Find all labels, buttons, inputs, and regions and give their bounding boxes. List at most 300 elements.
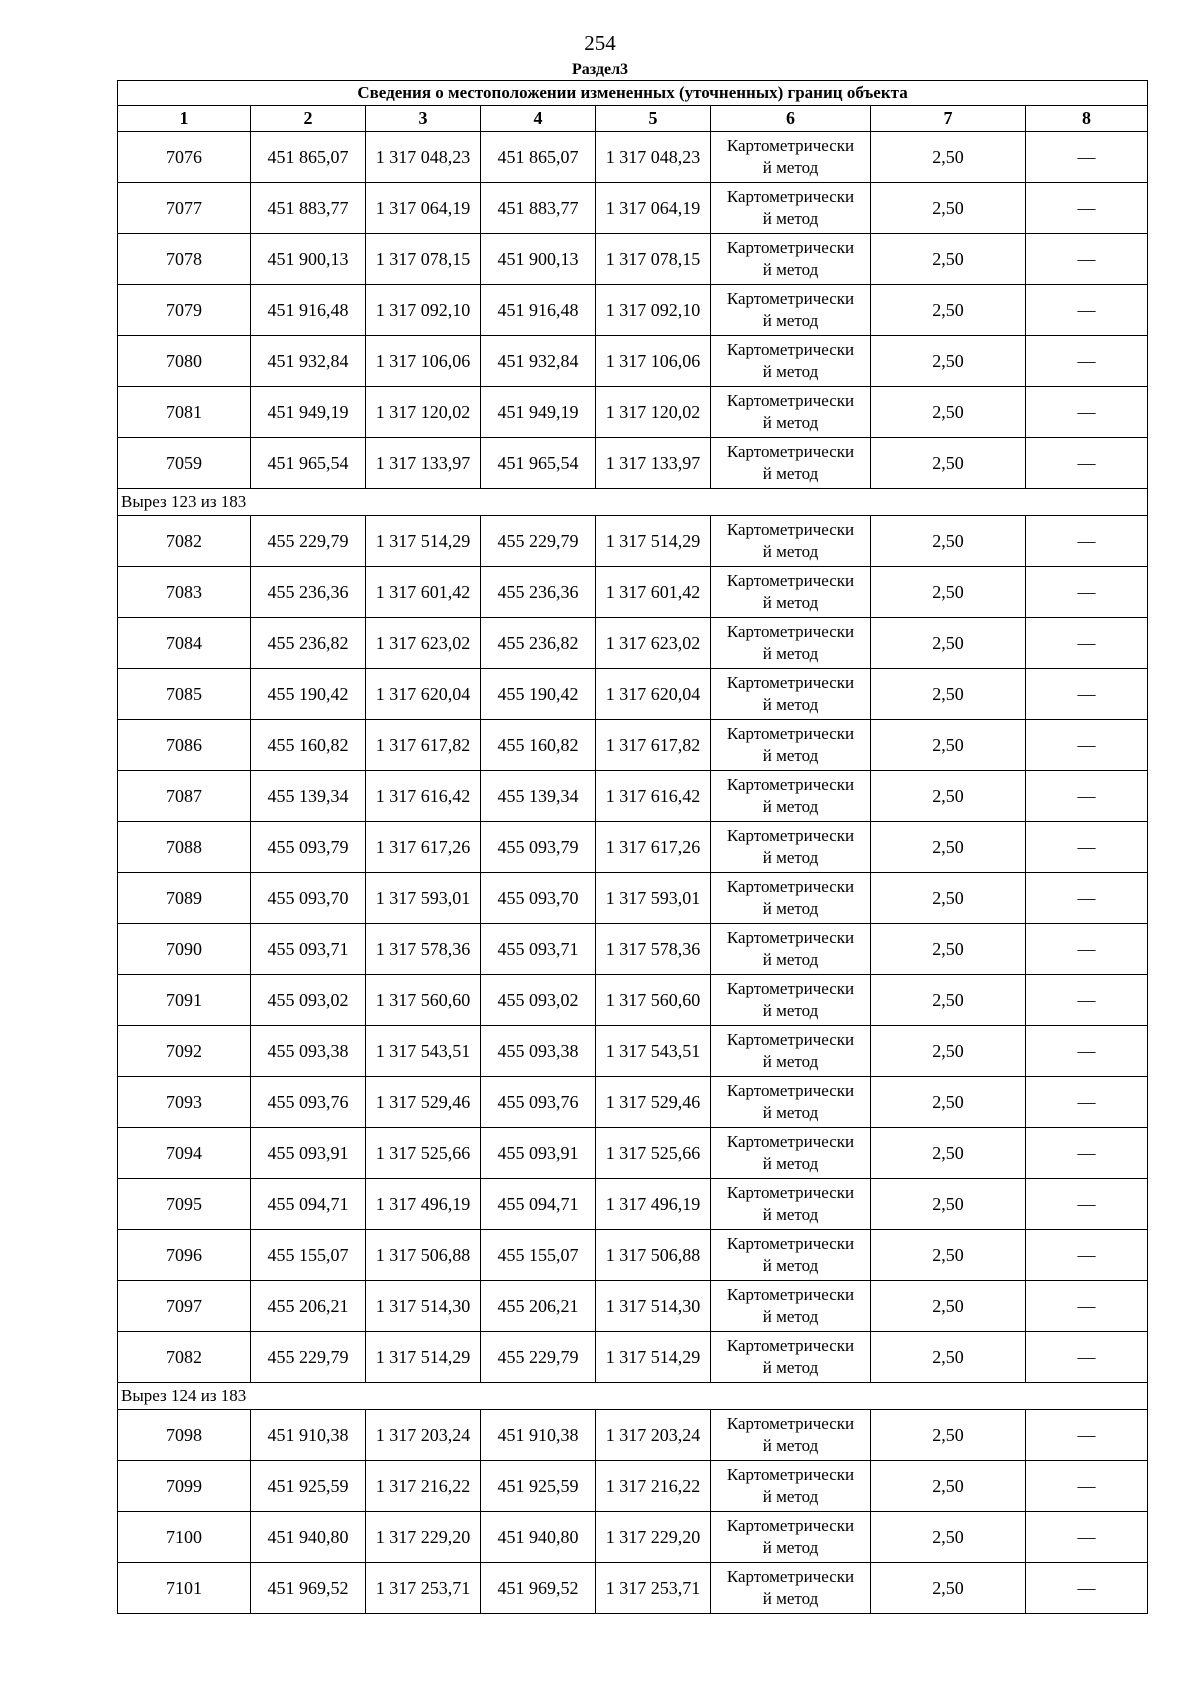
x-refined-cell: 455 093,76 — [481, 1077, 596, 1128]
x-refined-cell: 455 229,79 — [481, 516, 596, 567]
method-cell — [711, 1281, 871, 1332]
empty-cell: — — [1026, 285, 1148, 336]
cutout-label: Вырез 123 из 183 — [118, 489, 1148, 516]
column-header-8: 8 — [1026, 106, 1148, 132]
method-line-2: й метод — [762, 158, 819, 177]
y-existing-cell: 1 317 203,24 — [366, 1410, 481, 1461]
method-cell — [711, 1410, 871, 1461]
accuracy-cell: 2,50 — [871, 1179, 1026, 1230]
table-row — [118, 1077, 1148, 1128]
x-refined-cell: 451 969,52 — [481, 1563, 596, 1614]
empty-cell: — — [1026, 1077, 1148, 1128]
x-refined-cell: 455 160,82 — [481, 720, 596, 771]
column-header-row — [118, 106, 1148, 132]
accuracy-cell: 2,50 — [871, 1026, 1026, 1077]
y-refined-cell: 1 317 106,06 — [596, 336, 711, 387]
point-number-cell: 7080 — [118, 336, 251, 387]
method-cell — [711, 1077, 871, 1128]
empty-cell: — — [1026, 336, 1148, 387]
accuracy-cell: 2,50 — [871, 1410, 1026, 1461]
method-line-1: Картометрически — [726, 775, 855, 794]
table-body — [118, 132, 1148, 1614]
y-existing-cell: 1 317 617,26 — [366, 822, 481, 873]
y-refined-cell: 1 317 092,10 — [596, 285, 711, 336]
x-existing-cell: 451 965,54 — [251, 438, 366, 489]
point-number-cell: 7087 — [118, 771, 251, 822]
method-cell — [711, 183, 871, 234]
x-existing-cell: 451 865,07 — [251, 132, 366, 183]
cutout-row — [118, 1383, 1148, 1410]
table-row — [118, 1026, 1148, 1077]
table-row — [118, 924, 1148, 975]
method-line-1: Картометрически — [726, 622, 855, 641]
empty-cell: — — [1026, 975, 1148, 1026]
method-line-1: Картометрически — [726, 1132, 855, 1151]
method-line-2: й метод — [762, 1538, 819, 1557]
accuracy-cell: 2,50 — [871, 720, 1026, 771]
point-number-cell: 7096 — [118, 1230, 251, 1281]
x-existing-cell: 455 206,21 — [251, 1281, 366, 1332]
point-number-cell: 7085 — [118, 669, 251, 720]
x-refined-cell: 451 940,80 — [481, 1512, 596, 1563]
table-row — [118, 438, 1148, 489]
y-existing-cell: 1 317 078,15 — [366, 234, 481, 285]
point-number-cell: 7093 — [118, 1077, 251, 1128]
point-number-cell: 7100 — [118, 1512, 251, 1563]
method-cell — [711, 771, 871, 822]
x-existing-cell: 451 883,77 — [251, 183, 366, 234]
y-refined-cell: 1 317 525,66 — [596, 1128, 711, 1179]
x-refined-cell: 451 932,84 — [481, 336, 596, 387]
y-existing-cell: 1 317 514,30 — [366, 1281, 481, 1332]
table-row — [118, 771, 1148, 822]
x-refined-cell: 451 965,54 — [481, 438, 596, 489]
point-number-cell: 7099 — [118, 1461, 251, 1512]
table-row — [118, 1128, 1148, 1179]
y-existing-cell: 1 317 048,23 — [366, 132, 481, 183]
method-line-2: й метод — [762, 1358, 819, 1377]
empty-cell: — — [1026, 567, 1148, 618]
method-cell — [711, 1026, 871, 1077]
empty-cell: — — [1026, 1512, 1148, 1563]
accuracy-cell: 2,50 — [871, 873, 1026, 924]
table-row — [118, 1512, 1148, 1563]
point-number-cell: 7095 — [118, 1179, 251, 1230]
table-row — [118, 618, 1148, 669]
section-title: Раздел3 — [571, 61, 629, 78]
y-existing-cell: 1 317 620,04 — [366, 669, 481, 720]
x-refined-cell: 455 093,38 — [481, 1026, 596, 1077]
method-line-1: Картометрически — [726, 187, 855, 206]
table-row — [118, 975, 1148, 1026]
accuracy-cell: 2,50 — [871, 234, 1026, 285]
point-number-cell: 7083 — [118, 567, 251, 618]
accuracy-cell: 2,50 — [871, 1077, 1026, 1128]
method-line-1: Картометрически — [726, 1285, 855, 1304]
y-refined-cell: 1 317 203,24 — [596, 1410, 711, 1461]
method-line-2: й метод — [762, 1154, 819, 1173]
empty-cell: — — [1026, 1026, 1148, 1077]
y-refined-cell: 1 317 133,97 — [596, 438, 711, 489]
x-existing-cell: 451 949,19 — [251, 387, 366, 438]
y-existing-cell: 1 317 106,06 — [366, 336, 481, 387]
accuracy-cell: 2,50 — [871, 1281, 1026, 1332]
method-line-1: Картометрически — [726, 571, 855, 590]
y-refined-cell: 1 317 623,02 — [596, 618, 711, 669]
empty-cell: — — [1026, 1563, 1148, 1614]
column-header-5: 5 — [596, 106, 711, 132]
method-line-1: Картометрически — [726, 673, 855, 692]
accuracy-cell: 2,50 — [871, 1563, 1026, 1614]
point-number-cell: 7086 — [118, 720, 251, 771]
accuracy-cell: 2,50 — [871, 1230, 1026, 1281]
method-cell — [711, 720, 871, 771]
x-existing-cell: 451 910,38 — [251, 1410, 366, 1461]
x-existing-cell: 455 229,79 — [251, 516, 366, 567]
accuracy-cell: 2,50 — [871, 183, 1026, 234]
method-line-2: й метод — [762, 362, 819, 381]
method-line-1: Картометрически — [726, 442, 855, 461]
method-cell — [711, 1332, 871, 1383]
x-refined-cell: 451 925,59 — [481, 1461, 596, 1512]
y-existing-cell: 1 317 514,29 — [366, 1332, 481, 1383]
table-row — [118, 132, 1148, 183]
x-existing-cell: 451 900,13 — [251, 234, 366, 285]
x-refined-cell: 455 139,34 — [481, 771, 596, 822]
method-line-1: Картометрически — [726, 391, 855, 410]
x-refined-cell: 455 155,07 — [481, 1230, 596, 1281]
cutout-row — [118, 489, 1148, 516]
point-number-cell: 7088 — [118, 822, 251, 873]
y-existing-cell: 1 317 593,01 — [366, 873, 481, 924]
x-refined-cell: 455 094,71 — [481, 1179, 596, 1230]
method-line-2: й метод — [762, 1307, 819, 1326]
point-number-cell: 7077 — [118, 183, 251, 234]
method-line-1: Картометрически — [726, 1465, 855, 1484]
empty-cell: — — [1026, 720, 1148, 771]
empty-cell: — — [1026, 924, 1148, 975]
y-existing-cell: 1 317 560,60 — [366, 975, 481, 1026]
y-refined-cell: 1 317 048,23 — [596, 132, 711, 183]
x-existing-cell: 455 236,82 — [251, 618, 366, 669]
x-refined-cell: 455 236,36 — [481, 567, 596, 618]
point-number-cell: 7092 — [118, 1026, 251, 1077]
method-line-2: й метод — [762, 542, 819, 561]
y-existing-cell: 1 317 253,71 — [366, 1563, 481, 1614]
y-existing-cell: 1 317 120,02 — [366, 387, 481, 438]
y-refined-cell: 1 317 506,88 — [596, 1230, 711, 1281]
method-line-2: й метод — [762, 1436, 819, 1455]
method-line-1: Картометрически — [726, 1414, 855, 1433]
method-line-2: й метод — [762, 1487, 819, 1506]
table-row — [118, 1179, 1148, 1230]
method-line-1: Картометрически — [726, 1030, 855, 1049]
method-cell — [711, 669, 871, 720]
empty-cell: — — [1026, 1230, 1148, 1281]
method-line-1: Картометрически — [726, 1234, 855, 1253]
y-refined-cell: 1 317 617,26 — [596, 822, 711, 873]
y-refined-cell: 1 317 078,15 — [596, 234, 711, 285]
method-line-1: Картометрически — [726, 520, 855, 539]
y-refined-cell: 1 317 617,82 — [596, 720, 711, 771]
accuracy-cell: 2,50 — [871, 669, 1026, 720]
column-header-7: 7 — [871, 106, 1026, 132]
method-cell — [711, 132, 871, 183]
x-refined-cell: 451 910,38 — [481, 1410, 596, 1461]
accuracy-cell: 2,50 — [871, 1332, 1026, 1383]
empty-cell: — — [1026, 618, 1148, 669]
method-cell — [711, 438, 871, 489]
method-line-1: Картометрически — [726, 979, 855, 998]
method-line-1: Картометрически — [726, 1336, 855, 1355]
empty-cell: — — [1026, 132, 1148, 183]
table-row — [118, 873, 1148, 924]
y-refined-cell: 1 317 064,19 — [596, 183, 711, 234]
empty-cell: — — [1026, 1332, 1148, 1383]
method-line-2: й метод — [762, 746, 819, 765]
empty-cell: — — [1026, 771, 1148, 822]
accuracy-cell: 2,50 — [871, 1461, 1026, 1512]
method-line-2: й метод — [762, 1103, 819, 1122]
y-refined-cell: 1 317 593,01 — [596, 873, 711, 924]
y-existing-cell: 1 317 514,29 — [366, 516, 481, 567]
table-row — [118, 1410, 1148, 1461]
method-line-2: й метод — [762, 1589, 819, 1608]
x-refined-cell: 455 093,91 — [481, 1128, 596, 1179]
y-existing-cell: 1 317 229,20 — [366, 1512, 481, 1563]
method-cell — [711, 1179, 871, 1230]
table-row — [118, 387, 1148, 438]
y-existing-cell: 1 317 578,36 — [366, 924, 481, 975]
method-cell — [711, 567, 871, 618]
y-refined-cell: 1 317 120,02 — [596, 387, 711, 438]
y-existing-cell: 1 317 601,42 — [366, 567, 481, 618]
x-refined-cell: 451 900,13 — [481, 234, 596, 285]
method-cell — [711, 975, 871, 1026]
point-number-cell: 7098 — [118, 1410, 251, 1461]
x-existing-cell: 455 093,70 — [251, 873, 366, 924]
method-line-1: Картометрически — [726, 1183, 855, 1202]
accuracy-cell: 2,50 — [871, 438, 1026, 489]
x-existing-cell: 451 916,48 — [251, 285, 366, 336]
x-existing-cell: 455 236,36 — [251, 567, 366, 618]
y-refined-cell: 1 317 514,29 — [596, 516, 711, 567]
table-row — [118, 183, 1148, 234]
x-existing-cell: 455 093,38 — [251, 1026, 366, 1077]
table-caption: Сведения о местоположении измененных (уточненных) границ объекта — [118, 81, 1148, 106]
x-refined-cell: 455 236,82 — [481, 618, 596, 669]
x-existing-cell: 455 093,76 — [251, 1077, 366, 1128]
method-line-1: Картометрически — [726, 928, 855, 947]
y-refined-cell: 1 317 529,46 — [596, 1077, 711, 1128]
x-refined-cell: 451 865,07 — [481, 132, 596, 183]
method-cell — [711, 1563, 871, 1614]
method-line-1: Картометрически — [726, 289, 855, 308]
method-line-1: Картометрически — [726, 724, 855, 743]
point-number-cell: 7084 — [118, 618, 251, 669]
x-refined-cell: 455 190,42 — [481, 669, 596, 720]
method-cell — [711, 285, 871, 336]
empty-cell: — — [1026, 1281, 1148, 1332]
x-existing-cell: 455 190,42 — [251, 669, 366, 720]
accuracy-cell: 2,50 — [871, 132, 1026, 183]
point-number-cell: 7076 — [118, 132, 251, 183]
method-cell — [711, 618, 871, 669]
y-refined-cell: 1 317 578,36 — [596, 924, 711, 975]
y-existing-cell: 1 317 506,88 — [366, 1230, 481, 1281]
x-refined-cell: 455 229,79 — [481, 1332, 596, 1383]
x-refined-cell: 455 206,21 — [481, 1281, 596, 1332]
point-number-cell: 7097 — [118, 1281, 251, 1332]
point-number-cell: 7091 — [118, 975, 251, 1026]
empty-cell: — — [1026, 1461, 1148, 1512]
x-existing-cell: 451 969,52 — [251, 1563, 366, 1614]
x-refined-cell: 455 093,70 — [481, 873, 596, 924]
y-existing-cell: 1 317 525,66 — [366, 1128, 481, 1179]
y-refined-cell: 1 317 229,20 — [596, 1512, 711, 1563]
table-row — [118, 1230, 1148, 1281]
method-line-1: Картометрически — [726, 1567, 855, 1586]
method-cell — [711, 822, 871, 873]
y-existing-cell: 1 317 623,02 — [366, 618, 481, 669]
point-number-cell: 7094 — [118, 1128, 251, 1179]
empty-cell: — — [1026, 516, 1148, 567]
coordinates-table — [117, 80, 1148, 1614]
table-row — [118, 516, 1148, 567]
y-refined-cell: 1 317 514,30 — [596, 1281, 711, 1332]
method-line-1: Картометрически — [726, 1081, 855, 1100]
column-header-6: 6 — [711, 106, 871, 132]
method-line-2: й метод — [762, 899, 819, 918]
method-cell — [711, 387, 871, 438]
empty-cell: — — [1026, 438, 1148, 489]
x-existing-cell: 455 155,07 — [251, 1230, 366, 1281]
y-existing-cell: 1 317 617,82 — [366, 720, 481, 771]
point-number-cell: 7101 — [118, 1563, 251, 1614]
x-existing-cell: 455 093,02 — [251, 975, 366, 1026]
y-refined-cell: 1 317 601,42 — [596, 567, 711, 618]
y-refined-cell: 1 317 620,04 — [596, 669, 711, 720]
empty-cell: — — [1026, 669, 1148, 720]
y-existing-cell: 1 317 496,19 — [366, 1179, 481, 1230]
x-existing-cell: 455 139,34 — [251, 771, 366, 822]
accuracy-cell: 2,50 — [871, 516, 1026, 567]
method-cell — [711, 516, 871, 567]
accuracy-cell: 2,50 — [871, 975, 1026, 1026]
x-existing-cell: 451 932,84 — [251, 336, 366, 387]
x-existing-cell: 455 160,82 — [251, 720, 366, 771]
x-existing-cell: 455 229,79 — [251, 1332, 366, 1383]
x-existing-cell: 451 925,59 — [251, 1461, 366, 1512]
method-line-2: й метод — [762, 413, 819, 432]
point-number-cell: 7090 — [118, 924, 251, 975]
y-existing-cell: 1 317 064,19 — [366, 183, 481, 234]
method-cell — [711, 924, 871, 975]
table-row — [118, 285, 1148, 336]
method-line-1: Картометрически — [726, 238, 855, 257]
column-header-2: 2 — [251, 106, 366, 132]
method-line-1: Картометрически — [726, 826, 855, 845]
column-header-4: 4 — [481, 106, 596, 132]
empty-cell: — — [1026, 234, 1148, 285]
y-existing-cell: 1 317 216,22 — [366, 1461, 481, 1512]
method-line-2: й метод — [762, 644, 819, 663]
x-refined-cell: 451 949,19 — [481, 387, 596, 438]
accuracy-cell: 2,50 — [871, 387, 1026, 438]
method-line-2: й метод — [762, 464, 819, 483]
accuracy-cell: 2,50 — [871, 618, 1026, 669]
x-existing-cell: 451 940,80 — [251, 1512, 366, 1563]
column-header-1: 1 — [118, 106, 251, 132]
table-row — [118, 822, 1148, 873]
x-refined-cell: 451 883,77 — [481, 183, 596, 234]
method-line-1: Картометрически — [726, 877, 855, 896]
method-line-2: й метод — [762, 1256, 819, 1275]
x-existing-cell: 455 094,71 — [251, 1179, 366, 1230]
empty-cell: — — [1026, 1410, 1148, 1461]
point-number-cell: 7078 — [118, 234, 251, 285]
y-refined-cell: 1 317 543,51 — [596, 1026, 711, 1077]
method-line-2: й метод — [762, 311, 819, 330]
x-existing-cell: 455 093,79 — [251, 822, 366, 873]
y-existing-cell: 1 317 092,10 — [366, 285, 481, 336]
accuracy-cell: 2,50 — [871, 1128, 1026, 1179]
method-cell — [711, 1128, 871, 1179]
method-cell — [711, 1461, 871, 1512]
y-refined-cell: 1 317 560,60 — [596, 975, 711, 1026]
cutout-label: Вырез 124 из 183 — [118, 1383, 1148, 1410]
x-refined-cell: 455 093,71 — [481, 924, 596, 975]
table-row — [118, 567, 1148, 618]
method-cell — [711, 1512, 871, 1563]
method-cell — [711, 1230, 871, 1281]
y-refined-cell: 1 317 514,29 — [596, 1332, 711, 1383]
accuracy-cell: 2,50 — [871, 924, 1026, 975]
y-existing-cell: 1 317 529,46 — [366, 1077, 481, 1128]
empty-cell: — — [1026, 183, 1148, 234]
method-line-1: Картометрически — [726, 136, 855, 155]
method-line-2: й метод — [762, 1205, 819, 1224]
point-number-cell: 7089 — [118, 873, 251, 924]
accuracy-cell: 2,50 — [871, 822, 1026, 873]
y-refined-cell: 1 317 216,22 — [596, 1461, 711, 1512]
accuracy-cell: 2,50 — [871, 336, 1026, 387]
table-row — [118, 1563, 1148, 1614]
table-row — [118, 1461, 1148, 1512]
x-existing-cell: 455 093,71 — [251, 924, 366, 975]
y-existing-cell: 1 317 543,51 — [366, 1026, 481, 1077]
method-cell — [711, 873, 871, 924]
y-refined-cell: 1 317 253,71 — [596, 1563, 711, 1614]
table-row — [118, 720, 1148, 771]
y-refined-cell: 1 317 616,42 — [596, 771, 711, 822]
y-existing-cell: 1 317 133,97 — [366, 438, 481, 489]
x-existing-cell: 455 093,91 — [251, 1128, 366, 1179]
x-refined-cell: 451 916,48 — [481, 285, 596, 336]
accuracy-cell: 2,50 — [871, 771, 1026, 822]
x-refined-cell: 455 093,02 — [481, 975, 596, 1026]
table-row — [118, 336, 1148, 387]
table-row — [118, 669, 1148, 720]
accuracy-cell: 2,50 — [871, 285, 1026, 336]
method-line-2: й метод — [762, 695, 819, 714]
method-line-2: й метод — [762, 848, 819, 867]
method-line-1: Картометрически — [726, 1516, 855, 1535]
empty-cell: — — [1026, 873, 1148, 924]
point-number-cell: 7082 — [118, 1332, 251, 1383]
point-number-cell: 7059 — [118, 438, 251, 489]
method-line-1: Картометрически — [726, 340, 855, 359]
